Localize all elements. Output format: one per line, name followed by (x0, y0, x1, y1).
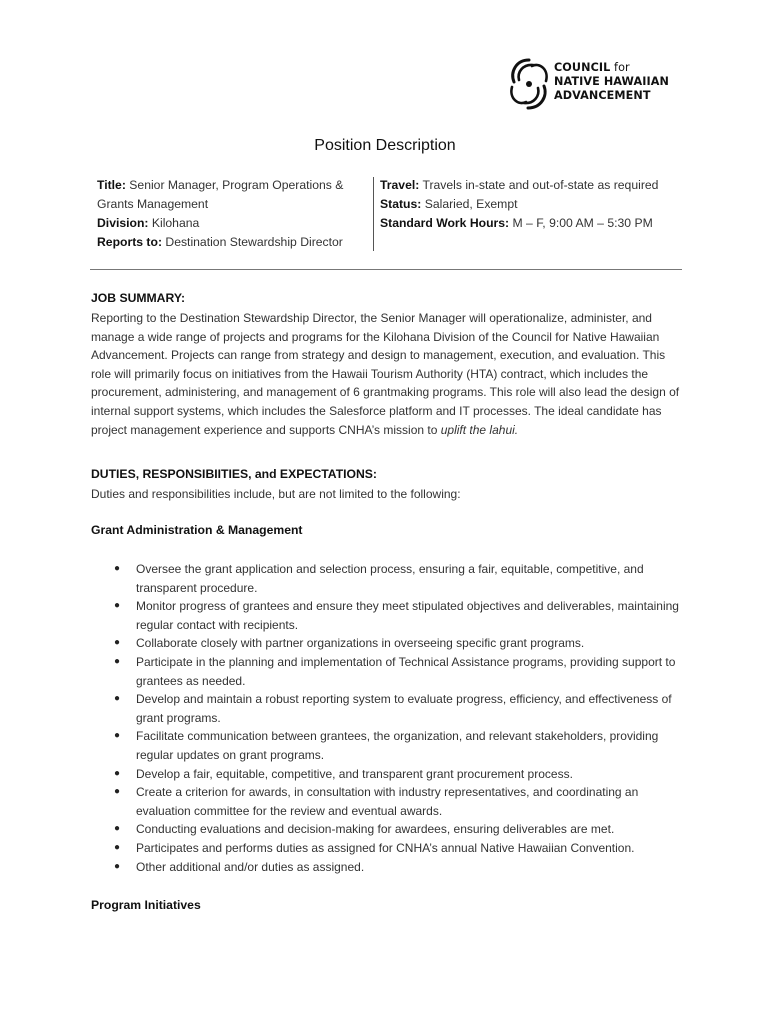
list-item-text: Develop and maintain a robust reporting system to evaluate progress, efficiency, and effectiveness of grant programs. (136, 692, 672, 725)
list-item (91, 653, 681, 690)
list-item (91, 858, 681, 877)
job-summary-text: Reporting to the Destination Stewardship Director, the Senior Manager will operationalize, administer, and manage a wide range of projects and programs for the Kilohana Division of the Council for Native Hawaiian Advancement. Projects can range from strategy and design to management, execution, and evaluation. This role will primarily focus on initiatives from the Hawaii Tourism Authority (HTA) contract, which includes the procurement, administering, and management of 6 grantmaking programs. This role will also lead the design of internal support systems, which includes the Salesforce platform and IT processes. The ideal candidate has project management experience and supports CNHA’s mission to uplift the lahui. (91, 311, 680, 437)
list-item-text: Facilitate communication between grantees, the organization, and relevant stakeholders, providing regular updates on grant programs. (136, 729, 659, 762)
list-item-text: Monitor progress of grantees and ensure they meet stipulated objectives and deliverables, maintaining regular contact with recipients. (136, 599, 679, 632)
bullet-icon: ● (114, 860, 121, 872)
bullet-icon: ● (114, 841, 121, 853)
bullet-icon: ● (114, 637, 121, 649)
vertical-divider (373, 177, 374, 251)
reports-to-row: Reports to: Destination Stewardship Director (97, 235, 343, 249)
list-item (91, 597, 681, 634)
list-item (91, 560, 681, 597)
organization-logo (506, 56, 686, 112)
list-item-text: Oversee the grant application and selection process, ensuring a fair, equitable, competitive, and transparent procedure. (136, 562, 644, 595)
bullet-icon: ● (114, 655, 121, 667)
travel-row: Travel: Travels in-state and out-of-state as required (380, 178, 659, 192)
bullet-icon: ● (114, 730, 121, 742)
swirl-logo-icon (506, 56, 552, 112)
list-item (91, 727, 681, 764)
list-item-text: Participates and performs duties as assigned for CNHA’s annual Native Hawaiian Convention. (136, 840, 635, 855)
list-item (91, 690, 681, 727)
status-row: Status: Salaried, Exempt (380, 197, 518, 211)
grant-administration-heading: Grant Administration & Management (91, 523, 303, 537)
bullet-icon: ● (114, 786, 121, 798)
document-title: Position Description (314, 137, 456, 154)
title-row: Title: Senior Manager, Program Operations & Grants Management (97, 178, 344, 211)
list-item (91, 839, 681, 858)
bullet-icon: ● (114, 823, 121, 835)
division-row: Division: Kilohana (97, 216, 200, 230)
list-item-text: Develop a fair, equitable, competitive, and transparent grant procurement process. (136, 766, 573, 781)
duties-heading: DUTIES, RESPONSIBIITIES, and EXPECTATIONS: (91, 467, 377, 481)
job-summary-heading: JOB SUMMARY: (91, 291, 186, 305)
work-hours-row: Standard Work Hours: M – F, 9:00 AM – 5:30 PM (380, 216, 653, 230)
logo-wordmark: COUNCIL for NATIVE HAWAIIAN ADVANCEMENT (554, 61, 670, 102)
position-details-right (380, 176, 700, 233)
bullet-icon: ● (114, 767, 121, 779)
list-item-text: Conducting evaluations and decision-making for awardees, ensuring deliverables are met. (136, 822, 615, 837)
position-details-left (97, 176, 367, 252)
list-item-text: Collaborate closely with partner organizations in overseeing specific grant programs. (136, 636, 585, 651)
list-item-text: Other additional and/or duties as assigned. (136, 859, 365, 874)
grant-duties-list (91, 560, 681, 876)
bullet-icon: ● (114, 693, 121, 705)
list-item (91, 820, 681, 839)
program-initiatives-heading: Program Initiatives (91, 898, 201, 912)
list-item (91, 783, 681, 820)
list-item-text: Participate in the planning and implementation of Technical Assistance programs, providing support to grantees as needed. (136, 654, 676, 688)
bullet-icon: ● (114, 563, 121, 574)
bullet-icon: ● (114, 600, 121, 612)
list-item (91, 765, 681, 784)
duties-intro: Duties and responsibilities include, but are not limited to the following: (91, 487, 461, 501)
horizontal-divider (90, 269, 682, 270)
list-item-text: Create a criterion for awards, in consultation with industry representatives, and coordinating an evaluation committee for the review and eventual awards. (136, 785, 639, 818)
list-item (91, 634, 681, 653)
